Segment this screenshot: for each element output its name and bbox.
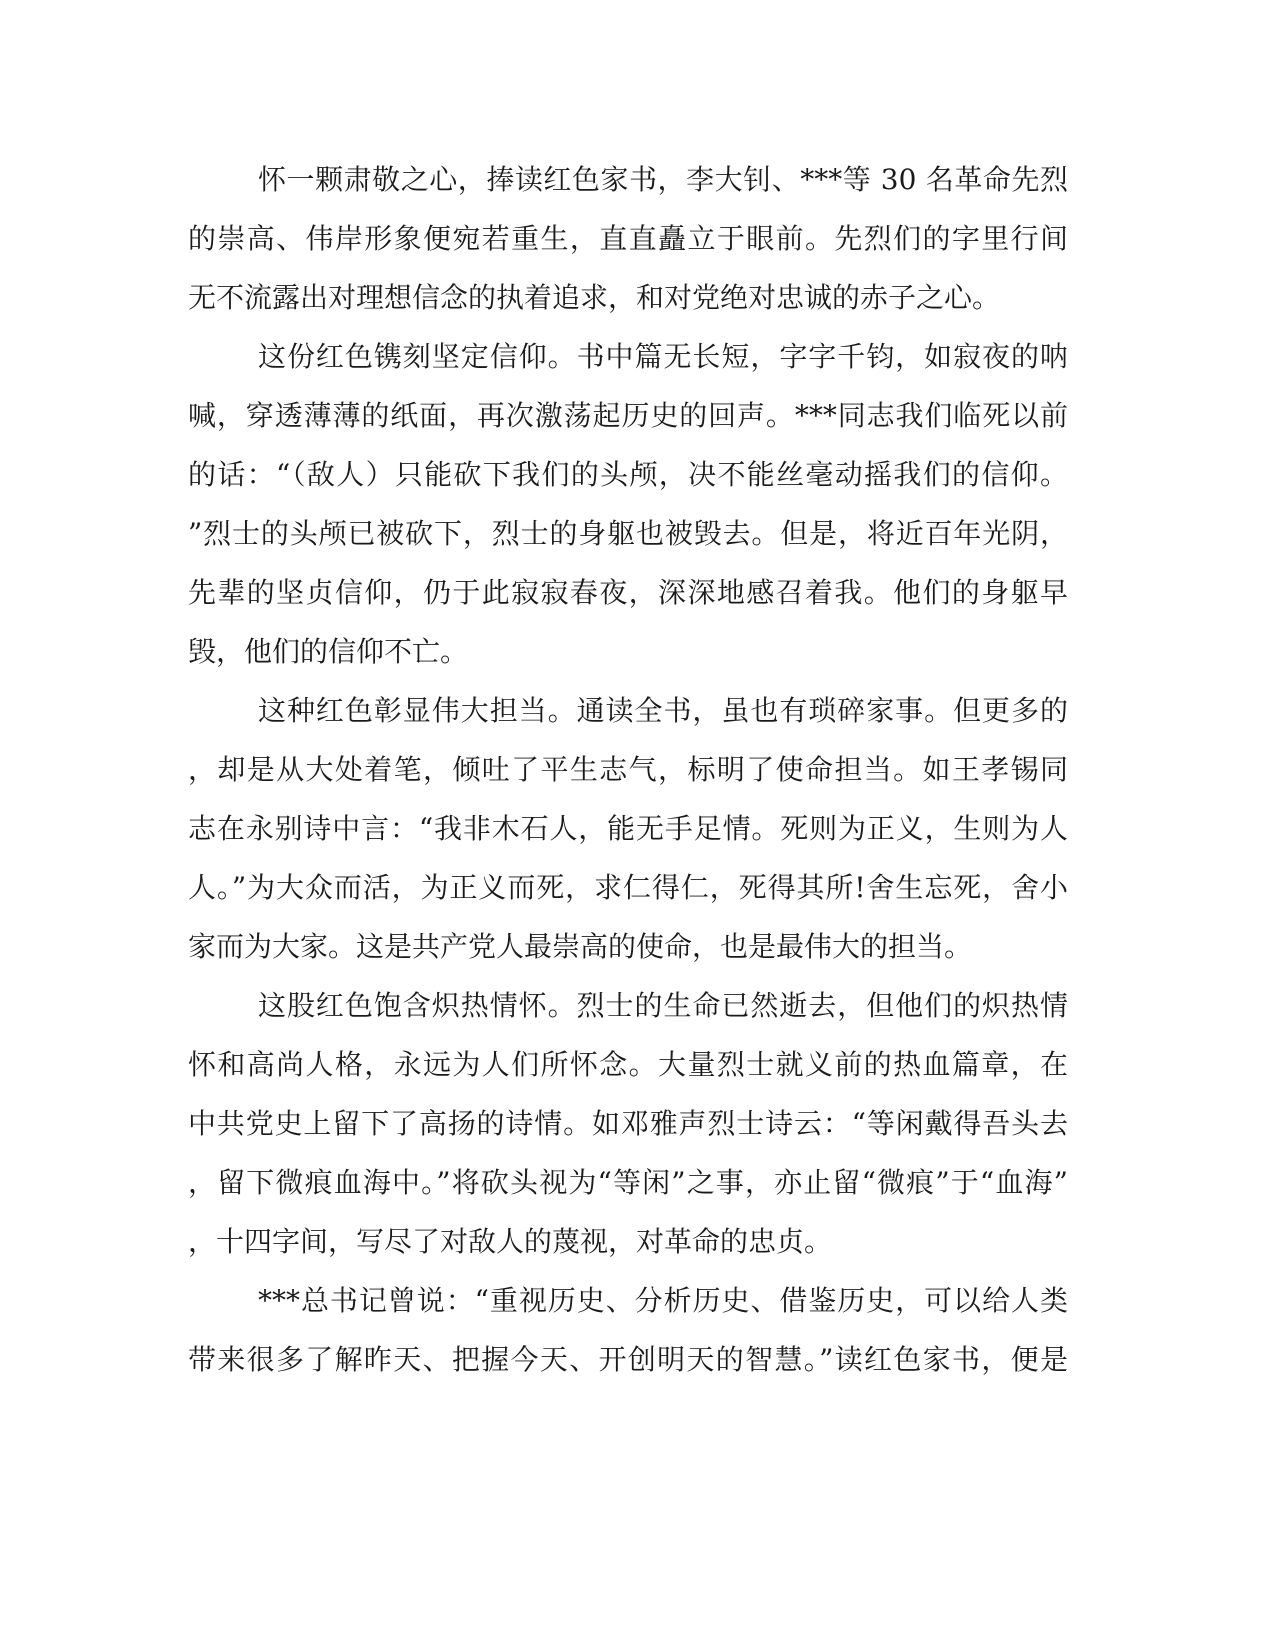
text-line: 的话：“（敌人）只能砍下我们的头颅，决不能丝毫动摇我们的信仰。 [188,458,1068,491]
text-line: 这种红色彰显伟大担当。通读全书，虽也有琐碎家事。但更多的 [258,694,1068,727]
text-line: 中共党史上留下了高扬的诗情。如邓雅声烈士诗云：“等闲戴得吾头去 [188,1107,1068,1140]
text-line: 志在永别诗中言：“我非木石人，能无手足情。死则为正义，生则为人 [188,812,1068,845]
text-line: 这股红色饱含炽热情怀。烈士的生命已然逝去，但他们的炽热情 [258,989,1068,1022]
text-line: 怀和高尚人格，永远为人们所怀念。大量烈士就义前的热血篇章，在 [188,1048,1068,1081]
text-line: ，十四字间，写尽了对敌人的蔑视，对革命的忠贞。 [188,1225,833,1258]
text-line: ，却是从大处着笔，倾吐了平生志气，标明了使命担当。如王孝锡同 [188,753,1068,786]
text-line: 喊，穿透薄薄的纸面，再次激荡起历史的回声。***同志我们临死以前 [188,399,1068,432]
text-line: ”烈士的头颅已被砍下，烈士的身躯也被毁去。但是，将近百年光阴， [188,517,1068,550]
text-line: 怀一颗肃敬之心，捧读红色家书，李大钊、***等 30 名革命先烈 [258,163,1068,196]
text-line: 这份红色镌刻坚定信仰。书中篇无长短，字字千钧，如寂夜的呐 [258,340,1068,373]
text-line: ，留下微痕血海中。”将砍头视为“等闲”之事，亦止留“微痕”于“血海” [188,1166,1068,1199]
text-line: ***总书记曾说：“重视历史、分析历史、借鉴历史，可以给人类 [258,1284,1068,1317]
text-line: 先辈的坚贞信仰，仍于此寂寂春夜，深深地感召着我。他们的身躯早 [188,576,1068,609]
text-line: 毁，他们的信仰不亡。 [188,635,469,668]
text-line: 家而为大家。这是共产党人最崇高的使命，也是最伟大的担当。 [188,930,973,963]
text-line: 带来很多了解昨天、把握今天、开创明天的智慧。”读红色家书，便是 [188,1343,1068,1376]
text-line: 无不流露出对理想信念的执着追求，和对党绝对忠诚的赤子之心。 [188,281,1001,314]
text-line: 的崇高、伟岸形象便宛若重生，直直矗立于眼前。先烈们的字里行间 [188,222,1068,255]
text-line: 人。”为大众而活，为正义而死，求仁得仁，死得其所!舍生忘死，舍小 [188,871,1068,904]
